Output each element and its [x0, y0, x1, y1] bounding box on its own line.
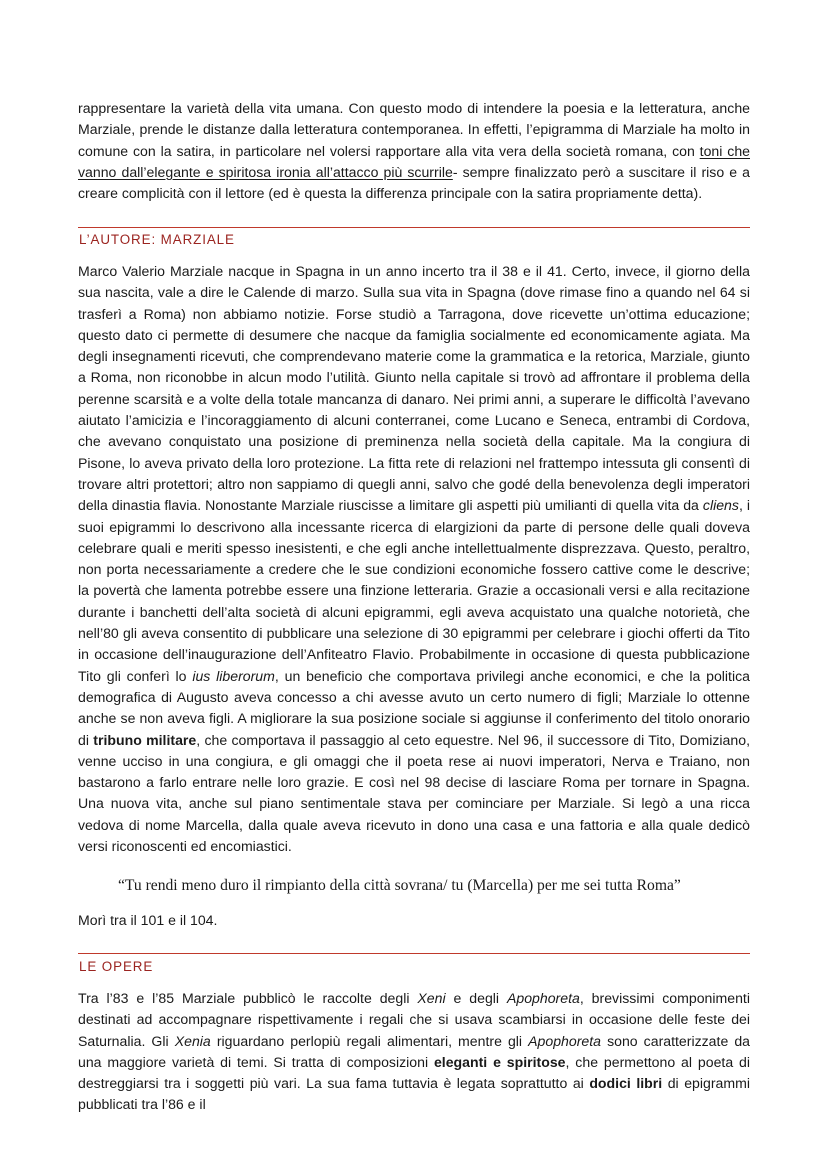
- autore-italic-ius-liberorum: ius liberorum: [192, 667, 275, 684]
- opere-italic-xeni: Xeni: [417, 990, 446, 1006]
- autore-text-2: , i suoi epigrammi lo descrivono alla incessante ricerca di elargizioni da parte di persone delle quali doveva celebrare quali e meriti spesso inesistenti, e che egli anche intellettualmente disprezzava. Questo, peraltro, non porta necessariamente a credere che le sue condizioni economiche fossero cattive come le descrive; la povertà che lamenta potrebbe essere una finzione letteraria. Grazie a occasionali versi e alla recitazione durante i banchetti dell’alta società di alcuni epigrammi, egli aveva acquistato una qualche notorietà, che nell’80 gli aveva consentito di pubblicare una selezione di 30 epigrammi per celebrare i giochi offerti da Tito in occasione dell’inaugurazione dell’Anfiteatro Flavio. Probabilmente in occasione di questa pubblicazione Tito gli conferì lo: [78, 497, 750, 684]
- death-line-block: [78, 910, 750, 931]
- section-heading-opere: LE OPERE: [79, 959, 154, 974]
- opere-text-5: sono caratterizzate da una maggiore varietà di temi. Si tratta di composizioni: [78, 1032, 751, 1070]
- death-line: Morì tra il 101 e il 104.: [78, 912, 218, 928]
- opere-paragraph: [78, 988, 750, 1116]
- autore-text-3: , un beneficio che comportava privilegi anche economici, e che la politica demografica di Augusto aveva concesso a chi avesse avuto un certo numero di figli; Marziale lo ottenne anche se non aveva figli. A migliorare la sua posizione sociale si aggiunse il conferimento del titolo onorario di: [78, 667, 750, 748]
- opere-italic-xenia: Xenia: [174, 1032, 211, 1049]
- autore-italic-cliens: cliens: [702, 497, 739, 514]
- intro-paragraph-block: [78, 98, 750, 204]
- opere-paragraph-block: [78, 988, 750, 1116]
- section-heading-autore: L’AUTORE: MARZIALE: [79, 232, 235, 247]
- opere-bold-eleganti: eleganti e spiritose: [433, 1053, 566, 1070]
- intro-text-1: rappresentare la varietà della vita umana. Con questo modo di intendere la poesia e la letteratura, anche Marziale, prende le distanze dalla letteratura contemporanea. In effetti, l’epigramma di Marziale ha molto in comune con la satira, in particolare nel volersi rapportare alla vita vera della società romana, con: [78, 100, 750, 159]
- intro-paragraph: [78, 98, 750, 204]
- opere-italic-apophoreta-2: Apophoreta: [528, 1032, 602, 1049]
- opere-text-3: , brevissimi componimenti destinati ad accompagnare rispettivamente i regali che si usava scambiarsi in occasione delle feste dei Saturnalia. Gli: [78, 990, 750, 1049]
- opere-bold-dodici-libri: dodici libri: [589, 1075, 663, 1092]
- opere-italic-apophoreta: Apophoreta: [506, 990, 580, 1006]
- quote-marcella: “Tu rendi meno duro il rimpianto della città sovrana/ tu (Marcella) per me sei tutta Roma”: [118, 877, 681, 894]
- opere-text-6: , che permettono al poeta di destreggiarsi tra i soggetti più vari. La sua fama tuttavia è legata soprattutto ai: [78, 1053, 750, 1092]
- autore-text-1: Marco Valerio Marziale nacque in Spagna in un anno incerto tra il 38 e il 41. Certo, invece, il giorno della sua nascita, vale a dire le Calende di marzo. Sulla sua vita in Spagna (dove rimase fino a quando nel 64 si trasferì a Roma) non abbiamo notizie. Forse studiò a Tarragona, dove ricevette un’ottima educazione; questo dato ci permette di desumere che nacque da famiglia socialmente ed economicamente agiata. Ma degli insegnamenti ricevuti, che comprendevano materie come la grammatica e la retorica, Marziale, giunto a Roma, non riconobbe in alcun modo l’utilità. Giunto nella capitale si trovò ad affrontare il problema della perenne scarsità e a volte della totale mancanza di danaro. Nei primi anni, a superare le difficoltà l’avevano aiutato l’amicizia e l’incoraggiamento di alcuni conterranei, come Lucano e Seneca, entrambi di Cordova, che avevano conquistato una posizione di preminenza nella società della capitale. Ma la congiura di Pisone, lo aveva privato della loro protezione. La fitta rete di relazioni nel frattempo intessuta gli consentì di trovare altri protettori; altro non sappiamo di quegli anni, salvo che godé della benevolenza degli imperatori della dinastia flavia. Nonostante Marziale riuscisse a limitare gli aspetti più umilianti di quella vita da: [78, 263, 750, 514]
- section-divider-opere: [78, 953, 750, 954]
- section-divider-autore: [78, 227, 750, 228]
- autore-paragraph-block: [78, 261, 750, 857]
- opere-text-7: di epigrammi pubblicati tra l’86 e il: [78, 1075, 750, 1113]
- autore-paragraph: [78, 261, 750, 857]
- intro-underlined-text: toni che vanno dall’elegante e spiritosa ironia all’attacco più scurrile: [78, 142, 750, 180]
- opere-text-2: e degli: [445, 990, 507, 1006]
- opere-text-1: Tra l’83 e l’85 Marziale pubblicò le raccolte degli: [78, 990, 418, 1006]
- autore-bold-tribuno: tribuno militare: [93, 731, 197, 748]
- autore-text-4: , che comportava il passaggio al ceto equestre. Nel 96, il successore di Tito, Domiziano, venne ucciso in una congiura, e gli omaggi che il poeta rese ai nuovi imperatori, Nerva e Traiano, non bastarono a farlo entrare nelle loro grazie. E così nel 98 decise di lasciare Roma per tornare in Spagna. Una nuova vita, anche sul piano sentimentale stava per cominciare per Marziale. Si legò a una ricca vedova di nome Marcella, dalla quale aveva ricevuto in dono una casa e una fattoria e alla quale dedicò versi riconoscenti ed encomiastici.: [78, 731, 750, 855]
- intro-text-2: - sempre finalizzato però a suscitare il riso e a creare complicità con il lettore (ed è questa la differenza principale con la satira propriamente detta).: [78, 163, 750, 202]
- opere-text-4: riguardano perlopiù regali alimentari, mentre gli: [210, 1032, 529, 1049]
